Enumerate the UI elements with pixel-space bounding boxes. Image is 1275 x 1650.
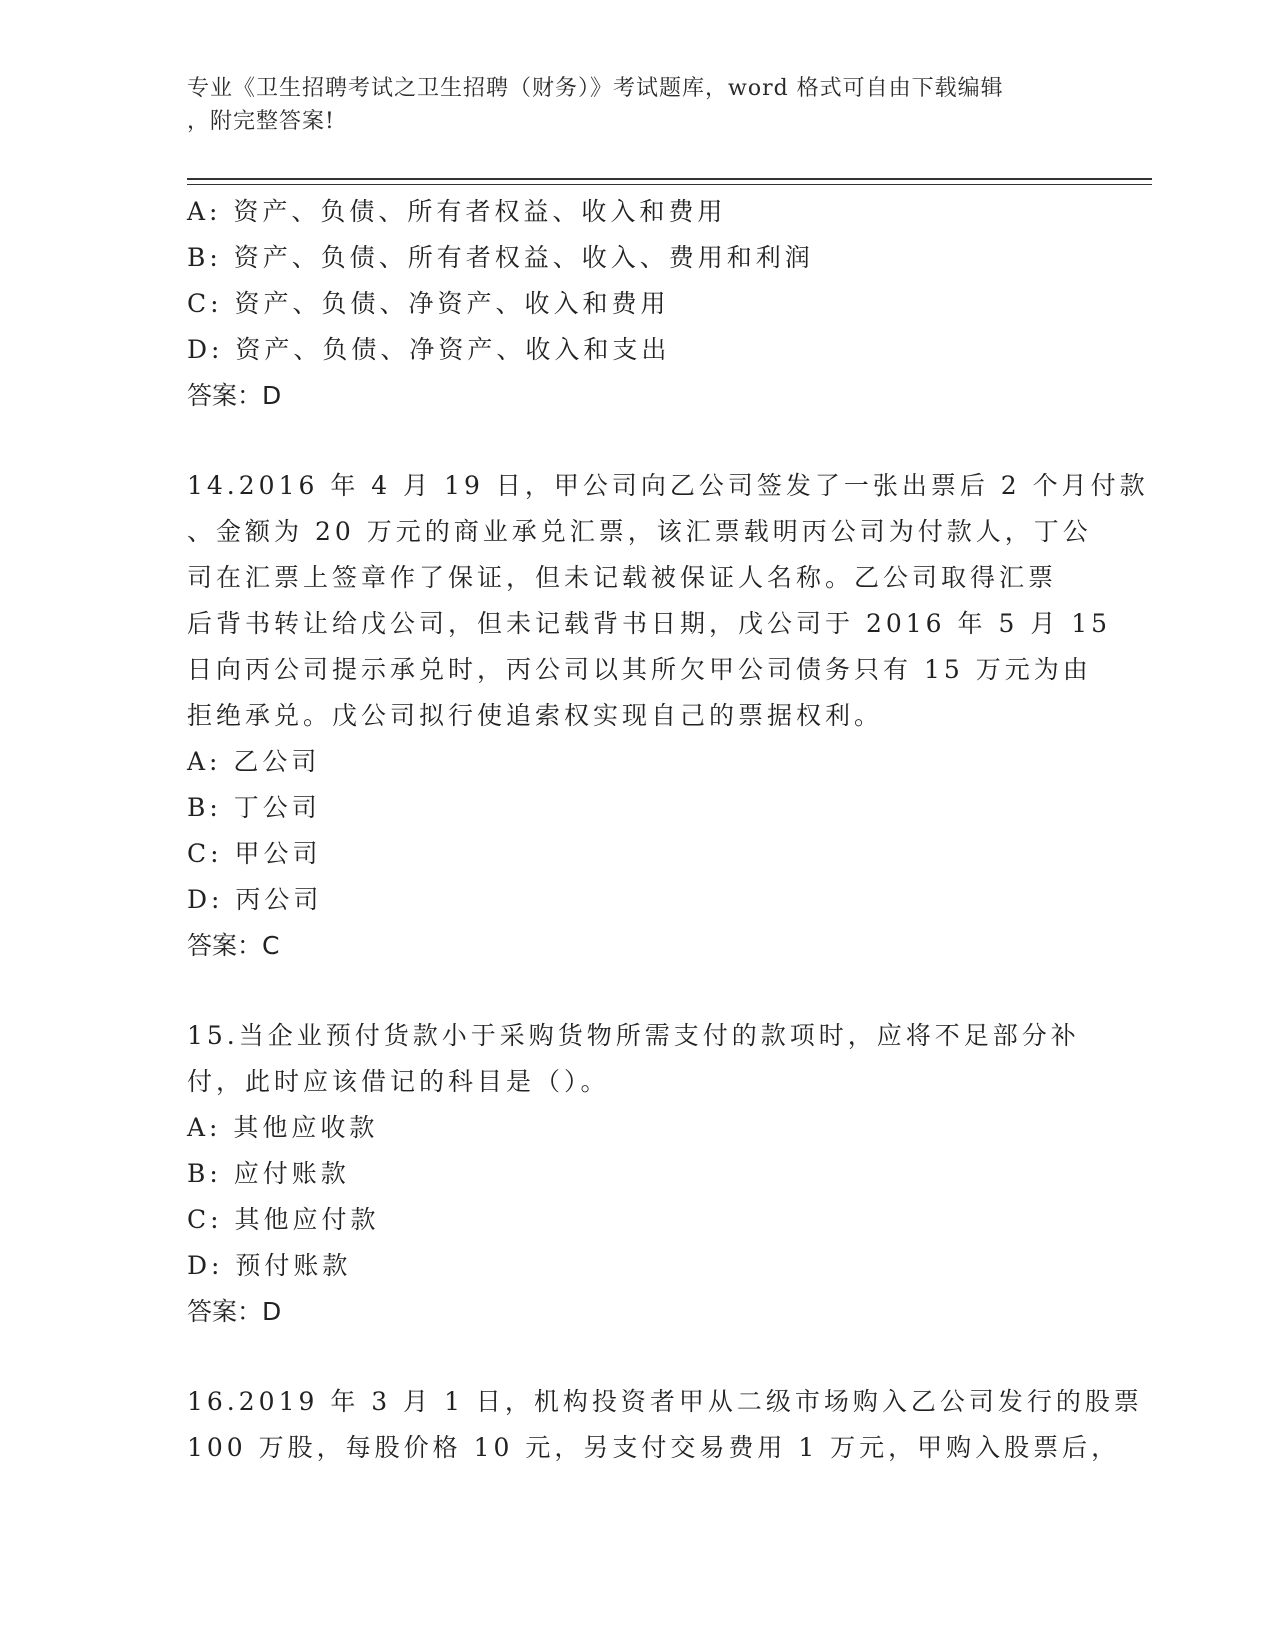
question-16 [187, 1379, 1143, 1471]
q15-answer: 答案：D [187, 1297, 282, 1326]
q14-stem-line: 、金额为 20 万元的商业承兑汇票，该汇票载明丙公司为付款人，丁公 [187, 517, 1092, 546]
q14-answer: 答案：C [187, 931, 280, 960]
q13-option-b: B: 资产、负债、所有者权益、收入、费用和利润 [187, 243, 814, 272]
q16-stem-line: 16.2019 年 3 月 1 日，机构投资者甲从二级市场购入乙公司发行的股票 [187, 1387, 1143, 1416]
q13-option-d: D: 资产、负债、净资产、收入和支出 [187, 335, 671, 364]
q16-stem-line: 100 万股，每股价格 10 元，另支付交易费用 1 万元，甲购入股票后， [187, 1433, 1121, 1462]
q14-option-d: D: 丙公司 [187, 885, 323, 914]
document-header [187, 72, 1067, 138]
q14-stem-line: 14.2016 年 4 月 19 日，甲公司向乙公司签发了一张出票后 2 个月付款 [187, 471, 1149, 500]
q14-option-a: A: 乙公司 [187, 747, 321, 776]
q14-option-c: C: 甲公司 [187, 839, 322, 868]
question-14 [187, 463, 1149, 969]
spacer [187, 969, 1087, 1013]
header-divider-thin [187, 184, 1152, 185]
q13-option-c: C: 资产、负债、净资产、收入和费用 [187, 289, 670, 318]
question-15 [187, 1013, 1087, 1335]
spacer [187, 419, 1087, 463]
q15-option-c: C: 其他应付款 [187, 1205, 380, 1234]
header-divider-thick [187, 178, 1152, 180]
q14-stem-line: 后背书转让给戊公司，但未记载背书日期，戊公司于 2016 年 5 月 15 [187, 609, 1112, 638]
q15-option-b: B: 应付账款 [187, 1159, 350, 1188]
header-line-2: ，附完整答案! [187, 109, 335, 134]
q15-stem-line: 付，此时应该借记的科目是（）。 [187, 1067, 610, 1096]
spacer [187, 1335, 1087, 1379]
document-body [187, 189, 1149, 1471]
q13-option-a: A: 资产、负债、所有者权益、收入和费用 [187, 197, 727, 226]
q15-option-a: A: 其他应收款 [187, 1113, 379, 1142]
q13-answer: 答案：D [187, 381, 282, 410]
q15-stem-line: 15.当企业预付货款小于采购货物所需支付的款项时，应将不足部分补 [187, 1021, 1080, 1050]
question-13 [187, 189, 1087, 419]
q14-stem-line: 司在汇票上签章作了保证，但未记载被保证人名称。乙公司取得汇票 [187, 563, 1058, 592]
header-line-1: 专业《卫生招聘考试之卫生招聘（财务）》考试题库，word 格式可自由下载编辑 [187, 76, 1004, 101]
q14-stem-line: 拒绝承兑。戊公司拟行使追索权实现自己的票据权利。 [187, 701, 884, 730]
q14-stem-line: 日向丙公司提示承兑时，丙公司以其所欠甲公司债务只有 15 万元为由 [187, 655, 1092, 684]
q14-option-b: B: 丁公司 [187, 793, 321, 822]
q15-option-d: D: 预付账款 [187, 1251, 352, 1280]
